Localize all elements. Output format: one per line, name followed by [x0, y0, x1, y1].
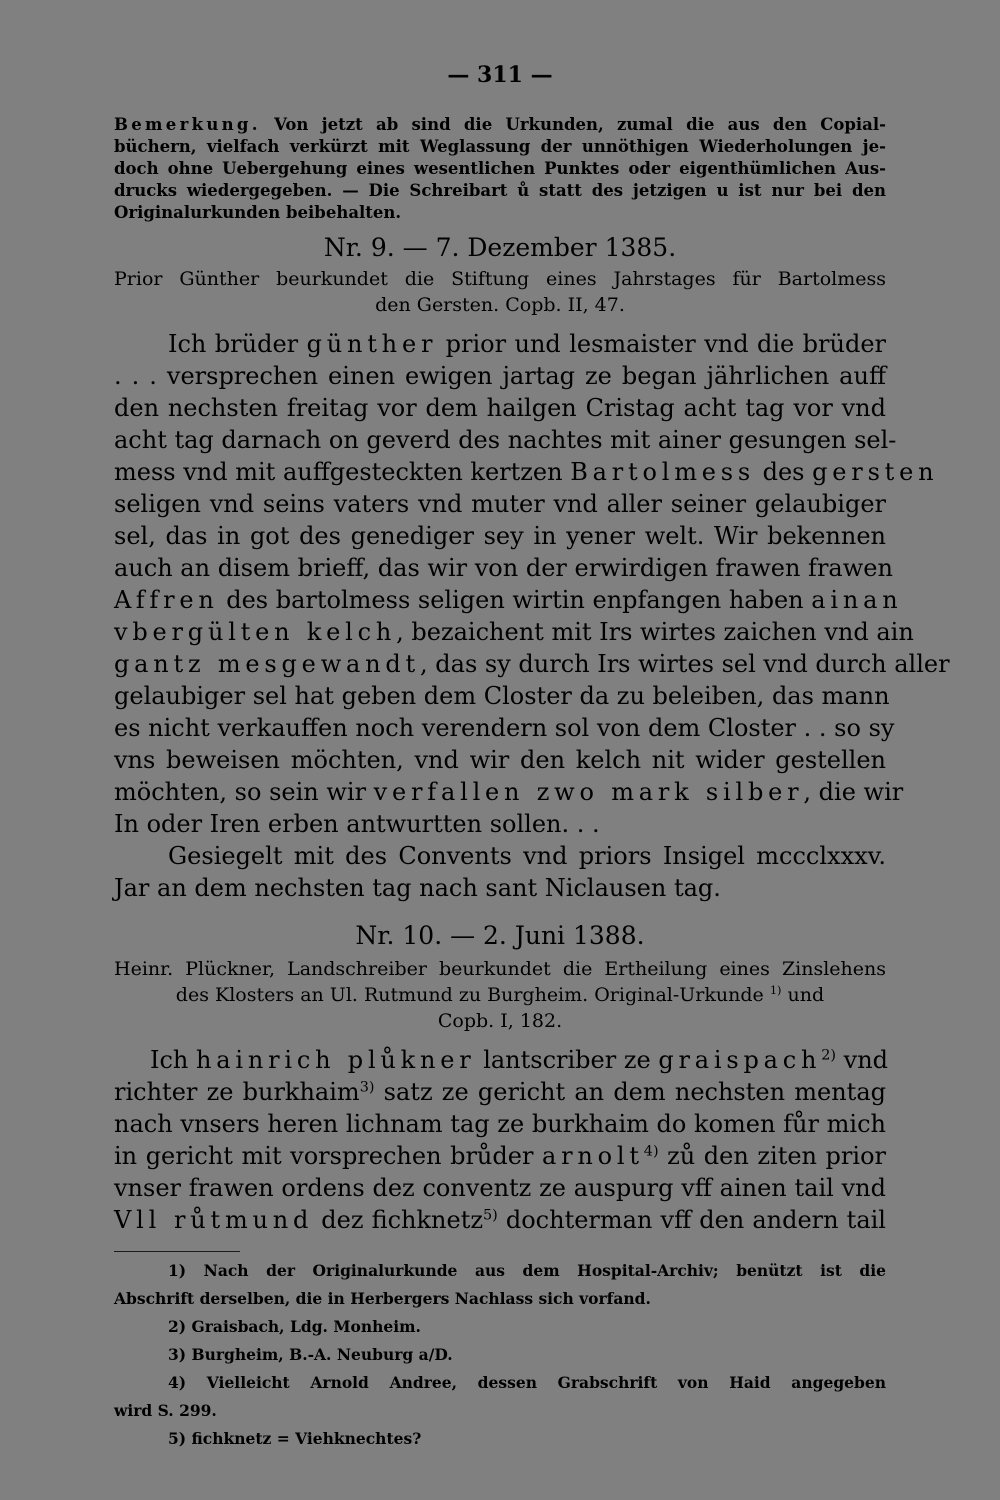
doc10-text-line-4: in gericht mit vorsprechen brůder arnolt$^{4)}$ zů den ziten prior [114, 1142, 886, 1170]
doc9-text-line-11: gantz mesgewandt, das sy durch Irs wirtes sel vnd durch aller [114, 650, 950, 678]
doc9-text-line-6: seligen vnd seins vaters vnd muter vnd aller seiner gelaubiger [114, 490, 886, 518]
doc10-summary-line-3: Copb. I, 182. [437, 1010, 563, 1032]
doc9-text-line-10: vbergülten kelch, bezaichent mit Irs wirtes zaichen vnd ain [114, 618, 914, 646]
footnote-1-line-2: Abschrift derselben, die in Herbergers Nachlass sich vorfand. [114, 1289, 651, 1308]
page-number: — 311 — [447, 62, 553, 88]
remark-line-4: drucks wiedergegeben. — Die Schreibart ů statt des jetzigen u ist nur bei den [114, 181, 886, 200]
doc10-text-line-6: Vll růtmund dez fichknetz$^{5)}$ dochterman vff den andern tail [114, 1206, 886, 1234]
doc9-summary-line-2: den Gersten. Copb. II, 47. [375, 294, 625, 316]
doc9-text-line-18: Jar an dem nechsten tag nach sant Niclausen tag. [114, 874, 721, 902]
doc9-text-line-5: mess vnd mit auffgesteckten kertzen Bartolmess des gersten [114, 458, 939, 486]
doc10-heading: Nr. 10. — 2. Juni 1388. [355, 921, 645, 950]
footnote-2: 2) Graisbach, Ldg. Monheim. [168, 1317, 421, 1336]
doc9-text-line-2: . . . versprechen einen ewigen jartag ze began jährlichen auff [114, 362, 886, 390]
doc10-text-line-1: Ich hainrich plůkner lantscriber ze graispach$^{2)}$ vnd [150, 1046, 889, 1074]
remark-label: Bemerkung. [114, 115, 261, 134]
footnote-3: 3) Burgheim, B.-A. Neuburg a/D. [168, 1345, 453, 1364]
footnote-1-line-1: 1) Nach der Originalurkunde aus dem Hospital-Archiv; benützt ist die [168, 1261, 886, 1280]
remark-line-2: büchern, vielfach verkürzt mit Weglassung der unnöthigen Wiederholungen je- [114, 137, 886, 156]
doc10-text-line-2: richter ze burkhaim$^{3)}$ satz ze gericht an dem nechsten mentag [114, 1078, 886, 1106]
doc9-text-line-1: Ich brüder günther prior und lesmaister vnd die brüder [168, 330, 886, 358]
doc9-text-line-16: In oder Iren erben antwurtten sollen. . . [114, 810, 600, 838]
doc9-text-line-8: auch an disem brieff, das wir von der erwirdigen frawen frawen [114, 554, 893, 582]
doc9-summary-line-1: Prior Günther beurkundet die Stiftung eines Jahrstages für Bartolmess [114, 268, 886, 290]
doc10-summary-line-1: Heinr. Plückner, Landschreiber beurkundet die Ertheilung eines Zinslehens [114, 958, 886, 980]
footnote-divider [114, 1251, 240, 1252]
doc9-text-line-13: es nicht verkauffen noch verendern sol von dem Closter . . so sy [114, 714, 895, 742]
doc10-text-line-5: vnser frawen ordens dez conventz ze auspurg vff ainen tail vnd [114, 1174, 886, 1202]
doc9-text-line-4: acht tag darnach on geverd des nachtes mit ainer gesungen sel- [114, 426, 897, 454]
doc10-summary-line-2: des Klosters an Ul. Rutmund zu Burgheim. Original-Urkunde $^{1)}$ und [175, 983, 825, 1006]
doc9-text-line-9: Affren des bartolmess seligen wirtin enpfangen haben ainan [114, 586, 903, 614]
doc9-text-line-3: den nechsten freitag vor dem hailgen Cristag acht tag vor vnd [114, 394, 886, 422]
remark-line-3: doch ohne Uebergehung eines wesentlichen Punktes oder eigenthümlichen Aus- [114, 159, 886, 178]
footnote-5: 5) fichknetz = Viehknechtes? [168, 1429, 422, 1448]
doc9-text-line-12: gelaubiger sel hat geben dem Closter da zu beleiben, das mann [114, 682, 890, 710]
doc10-text-line-3: nach vnsers heren lichnam tag ze burkhaim do komen fůr mich [114, 1110, 886, 1138]
doc9-text-line-7: sel, das in got des genediger sey in yener welt. Wir bekennen [114, 522, 886, 550]
doc9-text-line-17: Gesiegelt mit des Convents vnd priors Insigel mccclxxxv. [168, 842, 886, 870]
footnote-4-line-1: 4) Vielleicht Arnold Andree, dessen Grabschrift von Haid angegeben [168, 1373, 886, 1392]
doc9-text-line-15: möchten, so sein wir verfallen zwo mark silber, die wir [114, 778, 904, 806]
footnote-4-line-2: wird S. 299. [114, 1401, 217, 1420]
remark-line-1: Bemerkung. Von jetzt ab sind die Urkunden, zumal die aus den Copial- [114, 115, 886, 134]
doc9-text-line-14: vns beweisen möchten, vnd wir den kelch nit wider gestellen [114, 746, 886, 774]
remark-line-5: Originalurkunden beibehalten. [114, 203, 402, 222]
doc9-heading: Nr. 9. — 7. Dezember 1385. [323, 233, 677, 262]
